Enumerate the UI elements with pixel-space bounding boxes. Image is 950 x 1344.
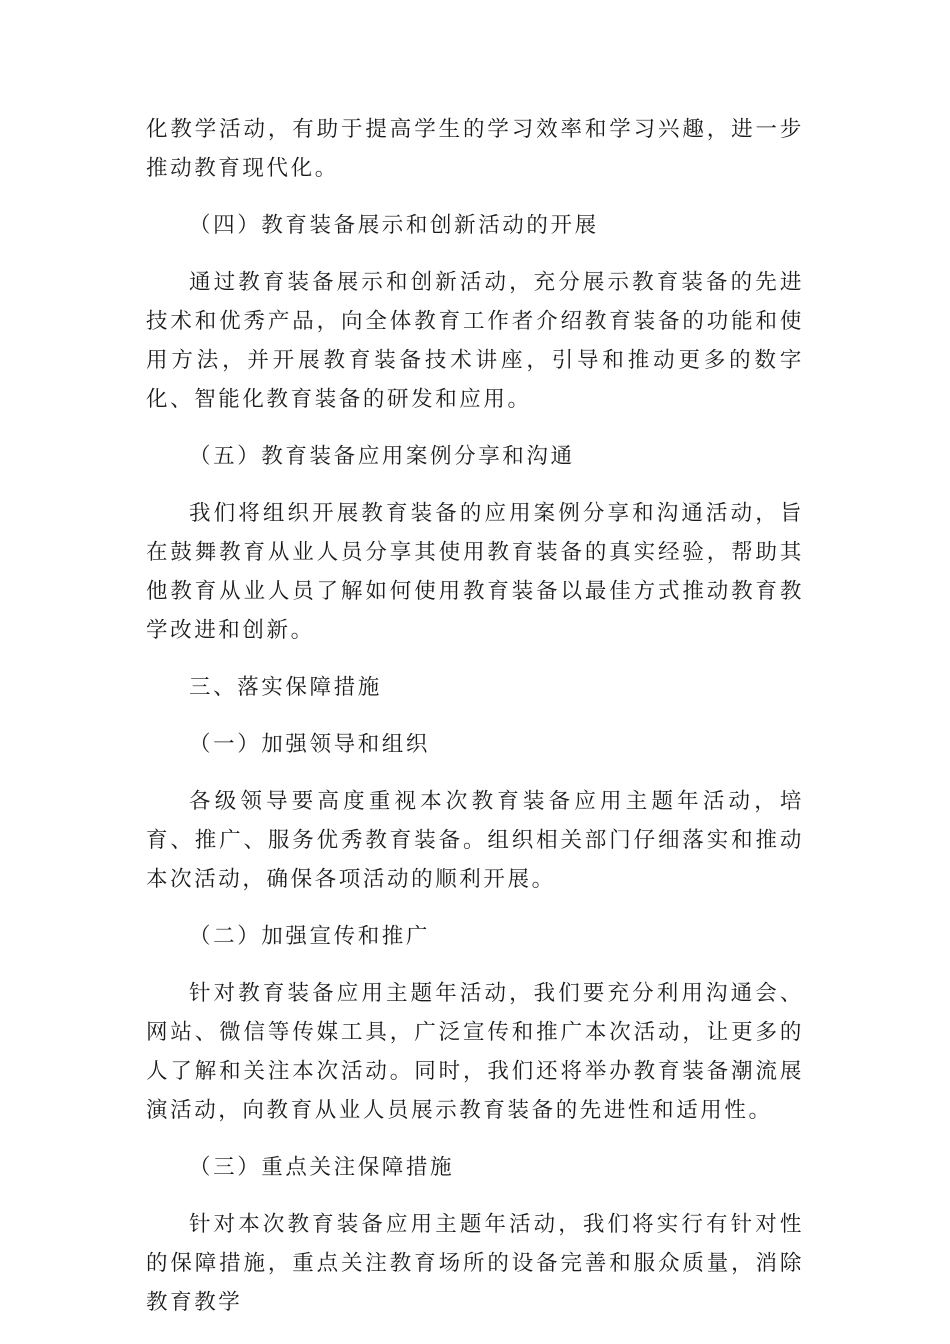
section-heading-3: （三）重点关注保障措施: [189, 1155, 455, 1180]
document-body: [146, 110, 804, 1340]
section-heading-4: （四）教育装备展示和创新活动的开展: [189, 213, 599, 238]
section-heading-2: （二）加强宣传和推广: [189, 924, 431, 949]
paragraph-continued: 化教学活动，有助于提高学生的学习效率和学习兴趣，进一步推动教育现代化。: [146, 117, 804, 181]
paragraph: 通过教育装备展示和创新活动，充分展示教育装备的先进技术和优秀产品，向全体教育工作者介绍教育装备的功能和使用方法，并开展教育装备技术讲座，引导和推动更多的数字化、智能化教育装备的研发和应用。: [146, 270, 804, 412]
paragraph-truncated: 针对本次教育装备应用主题年活动，我们将实行有针对性的保障措施，重点关注教育场所的设备完善和服众质量，消除教育教学: [146, 1212, 804, 1315]
paragraph: 我们将组织开展教育装备的应用案例分享和沟通活动，旨在鼓舞教育从业人员分享其使用教育装备的真实经验，帮助其他教育从业人员了解如何使用教育装备以最佳方式推动教育教学改进和创新。: [146, 501, 804, 643]
section-heading-5: （五）教育装备应用案例分享和沟通: [189, 444, 575, 469]
chapter-heading-3: 三、落实保障措施: [189, 675, 382, 700]
section-heading-1: （一）加强领导和组织: [189, 732, 431, 757]
paragraph: 各级领导要高度重视本次教育装备应用主题年活动，培育、推广、服务优秀教育装备。组织相关部门仔细落实和推动本次活动，确保各项活动的顺利开展。: [146, 789, 804, 892]
paragraph: 针对教育装备应用主题年活动，我们要充分利用沟通会、网站、微信等传媒工具，广泛宣传和推广本次活动，让更多的人了解和关注本次活动。同时，我们还将举办教育装备潮流展演活动，向教育从业人员展示教育装备的先进性和适用性。: [146, 981, 804, 1123]
